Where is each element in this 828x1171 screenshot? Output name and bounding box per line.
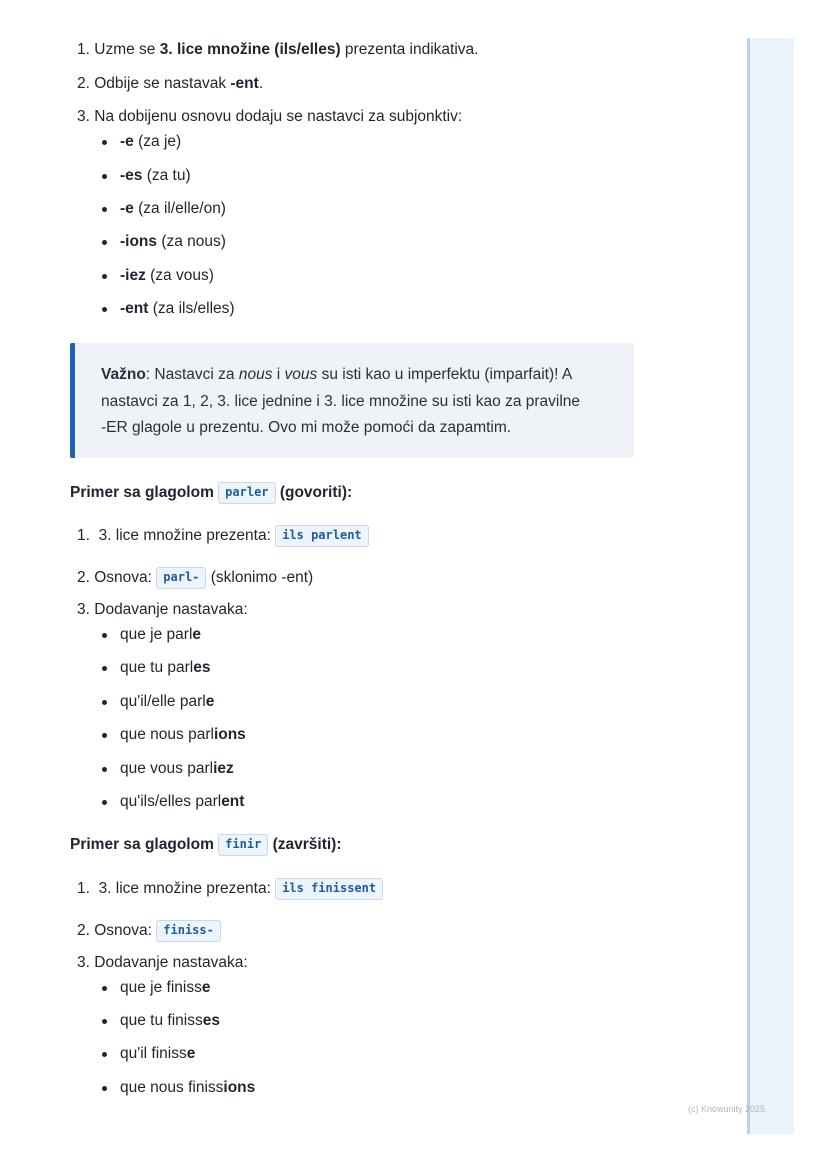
- step-bold: 3. lice množine (ils/elles): [159, 41, 341, 58]
- conjugation-item: [120, 978, 210, 998]
- callout-label: Važno: [101, 366, 146, 383]
- heading-text-end: (govoriti):: [275, 484, 353, 501]
- intro-step-2: [77, 74, 263, 94]
- bullet-dot: [102, 140, 107, 145]
- ending-suffix: -es: [120, 167, 143, 184]
- important-callout: [70, 343, 634, 458]
- step-number: 3.: [77, 108, 90, 125]
- heading-text: Primer sa glagolom: [70, 484, 219, 501]
- step-text: Dodavanje nastavaka:: [94, 601, 248, 618]
- heading-text: Primer sa glagolom: [70, 836, 219, 853]
- step-number: 3.: [77, 954, 90, 971]
- bullet-dot: [102, 274, 107, 279]
- bullet-dot: [102, 767, 107, 772]
- side-panel: [747, 38, 794, 1134]
- bullet-dot: [102, 207, 107, 212]
- ending-item: [120, 166, 191, 186]
- conjugation-item: [120, 759, 234, 779]
- parler-step-2: [77, 567, 313, 589]
- form-stem: que vous parl: [120, 760, 214, 777]
- step-code: parl-: [156, 567, 206, 589]
- step-number: 3.: [77, 601, 90, 618]
- ending-suffix: -iez: [120, 267, 146, 284]
- bullet-dot: [102, 700, 107, 705]
- conjugation-item: [120, 658, 211, 678]
- ending-item: [120, 199, 226, 219]
- callout-italic-nous: nous: [238, 366, 273, 383]
- callout-text: i: [272, 366, 285, 383]
- form-stem: que tu finiss: [120, 1012, 203, 1029]
- step-bold: -ent: [230, 75, 259, 92]
- finir-step-2: [77, 920, 221, 942]
- step-code: finiss-: [156, 920, 221, 942]
- parler-heading: [70, 482, 352, 504]
- parler-step-3: [77, 600, 248, 620]
- callout-line-1: [101, 362, 614, 389]
- step-text: Osnova:: [94, 569, 157, 586]
- ending-item: [120, 232, 226, 252]
- form-ending: es: [202, 1012, 220, 1029]
- step-number: 1.: [77, 880, 90, 897]
- conjugation-item: [120, 692, 214, 712]
- step-number: 1.: [77, 527, 90, 544]
- step-text-end: (sklonimo -ent): [206, 569, 314, 586]
- callout-italic-vous: vous: [284, 366, 318, 383]
- step-code: ils finissent: [275, 878, 383, 900]
- bullet-dot: [102, 174, 107, 179]
- conjugation-item: [120, 625, 201, 645]
- step-text: Na dobijenu osnovu dodaju se nastavci za subjonktiv:: [94, 108, 463, 125]
- bullet-dot: [102, 1052, 107, 1057]
- intro-step-1: [77, 40, 478, 60]
- form-stem: que nous finiss: [120, 1079, 224, 1096]
- finir-step-1: [77, 878, 383, 900]
- bullet-dot: [102, 633, 107, 638]
- form-ending: e: [186, 1045, 196, 1062]
- heading-text-end: (završiti):: [268, 836, 342, 853]
- verb-code: parler: [218, 482, 275, 504]
- callout-line-3: -ER glagole u prezentu. Ovo mi može pomoći da zapamtim.: [101, 419, 512, 436]
- ending-note: (za ils/elles): [148, 300, 235, 317]
- form-ending: iez: [213, 760, 234, 777]
- conjugation-item: [120, 1044, 195, 1064]
- intro-step-3: [77, 107, 462, 127]
- form-ending: ions: [213, 726, 246, 743]
- ending-suffix: -e: [120, 133, 134, 150]
- finir-heading: [70, 834, 342, 856]
- bullet-dot: [102, 986, 107, 991]
- step-text: 3. lice množine prezenta:: [98, 880, 276, 897]
- ending-item: [120, 266, 214, 286]
- step-text: Dodavanje nastavaka:: [94, 954, 248, 971]
- form-ending: e: [192, 626, 202, 643]
- callout-text: : Nastavci za: [145, 366, 239, 383]
- step-text: Osnova:: [94, 922, 157, 939]
- bullet-dot: [102, 666, 107, 671]
- bullet-dot: [102, 240, 107, 245]
- form-stem: que nous parl: [120, 726, 214, 743]
- form-ending: e: [201, 979, 211, 996]
- form-ending: e: [205, 693, 215, 710]
- ending-suffix: -ions: [120, 233, 158, 250]
- step-number: 1.: [77, 41, 90, 58]
- conjugation-item: [120, 725, 246, 745]
- bullet-dot: [102, 1019, 107, 1024]
- step-number: 2.: [77, 569, 90, 586]
- form-stem: qu'il/elle parl: [120, 693, 206, 710]
- form-stem: que je parl: [120, 626, 193, 643]
- step-text-end: prezenta indikativa.: [340, 41, 479, 58]
- copyright-footer: (c) Knowunity 2025: [688, 1104, 766, 1114]
- verb-code: finir: [218, 834, 268, 856]
- form-stem: que tu parl: [120, 659, 194, 676]
- callout-text: su isti kao u imperfektu (imparfait)! A: [317, 366, 573, 383]
- ending-note: (za nous): [157, 233, 226, 250]
- step-number: 2.: [77, 922, 90, 939]
- parler-step-1: [77, 525, 369, 547]
- form-stem: qu'ils/elles parl: [120, 793, 222, 810]
- form-ending: ions: [223, 1079, 256, 1096]
- step-text-end: .: [258, 75, 264, 92]
- ending-note: (za il/elle/on): [133, 200, 226, 217]
- form-ending: es: [193, 659, 211, 676]
- step-text: Uzme se: [94, 41, 160, 58]
- conjugation-item: [120, 792, 244, 812]
- bullet-dot: [102, 733, 107, 738]
- conjugation-item: [120, 1078, 255, 1098]
- ending-item: [120, 299, 235, 319]
- form-stem: que je finiss: [120, 979, 202, 996]
- ending-note: (za je): [133, 133, 182, 150]
- callout-line-2: nastavci za 1, 2, 3. lice jednine i 3. lice množine su isti kao za pravilne: [101, 392, 581, 410]
- ending-suffix: -e: [120, 200, 134, 217]
- bullet-dot: [102, 800, 107, 805]
- step-code: ils parlent: [275, 525, 368, 547]
- ending-note: (za tu): [142, 167, 191, 184]
- ending-note: (za vous): [145, 267, 214, 284]
- step-text: 3. lice množine prezenta:: [98, 527, 276, 544]
- step-number: 2.: [77, 75, 90, 92]
- bullet-dot: [102, 307, 107, 312]
- step-text: Odbije se nastavak: [94, 75, 231, 92]
- conjugation-item: [120, 1011, 220, 1031]
- form-ending: ent: [221, 793, 245, 810]
- finir-step-3: [77, 953, 248, 973]
- bullet-dot: [102, 1086, 107, 1091]
- form-stem: qu'il finiss: [120, 1045, 187, 1062]
- ending-item: [120, 132, 181, 152]
- ending-suffix: -ent: [120, 300, 149, 317]
